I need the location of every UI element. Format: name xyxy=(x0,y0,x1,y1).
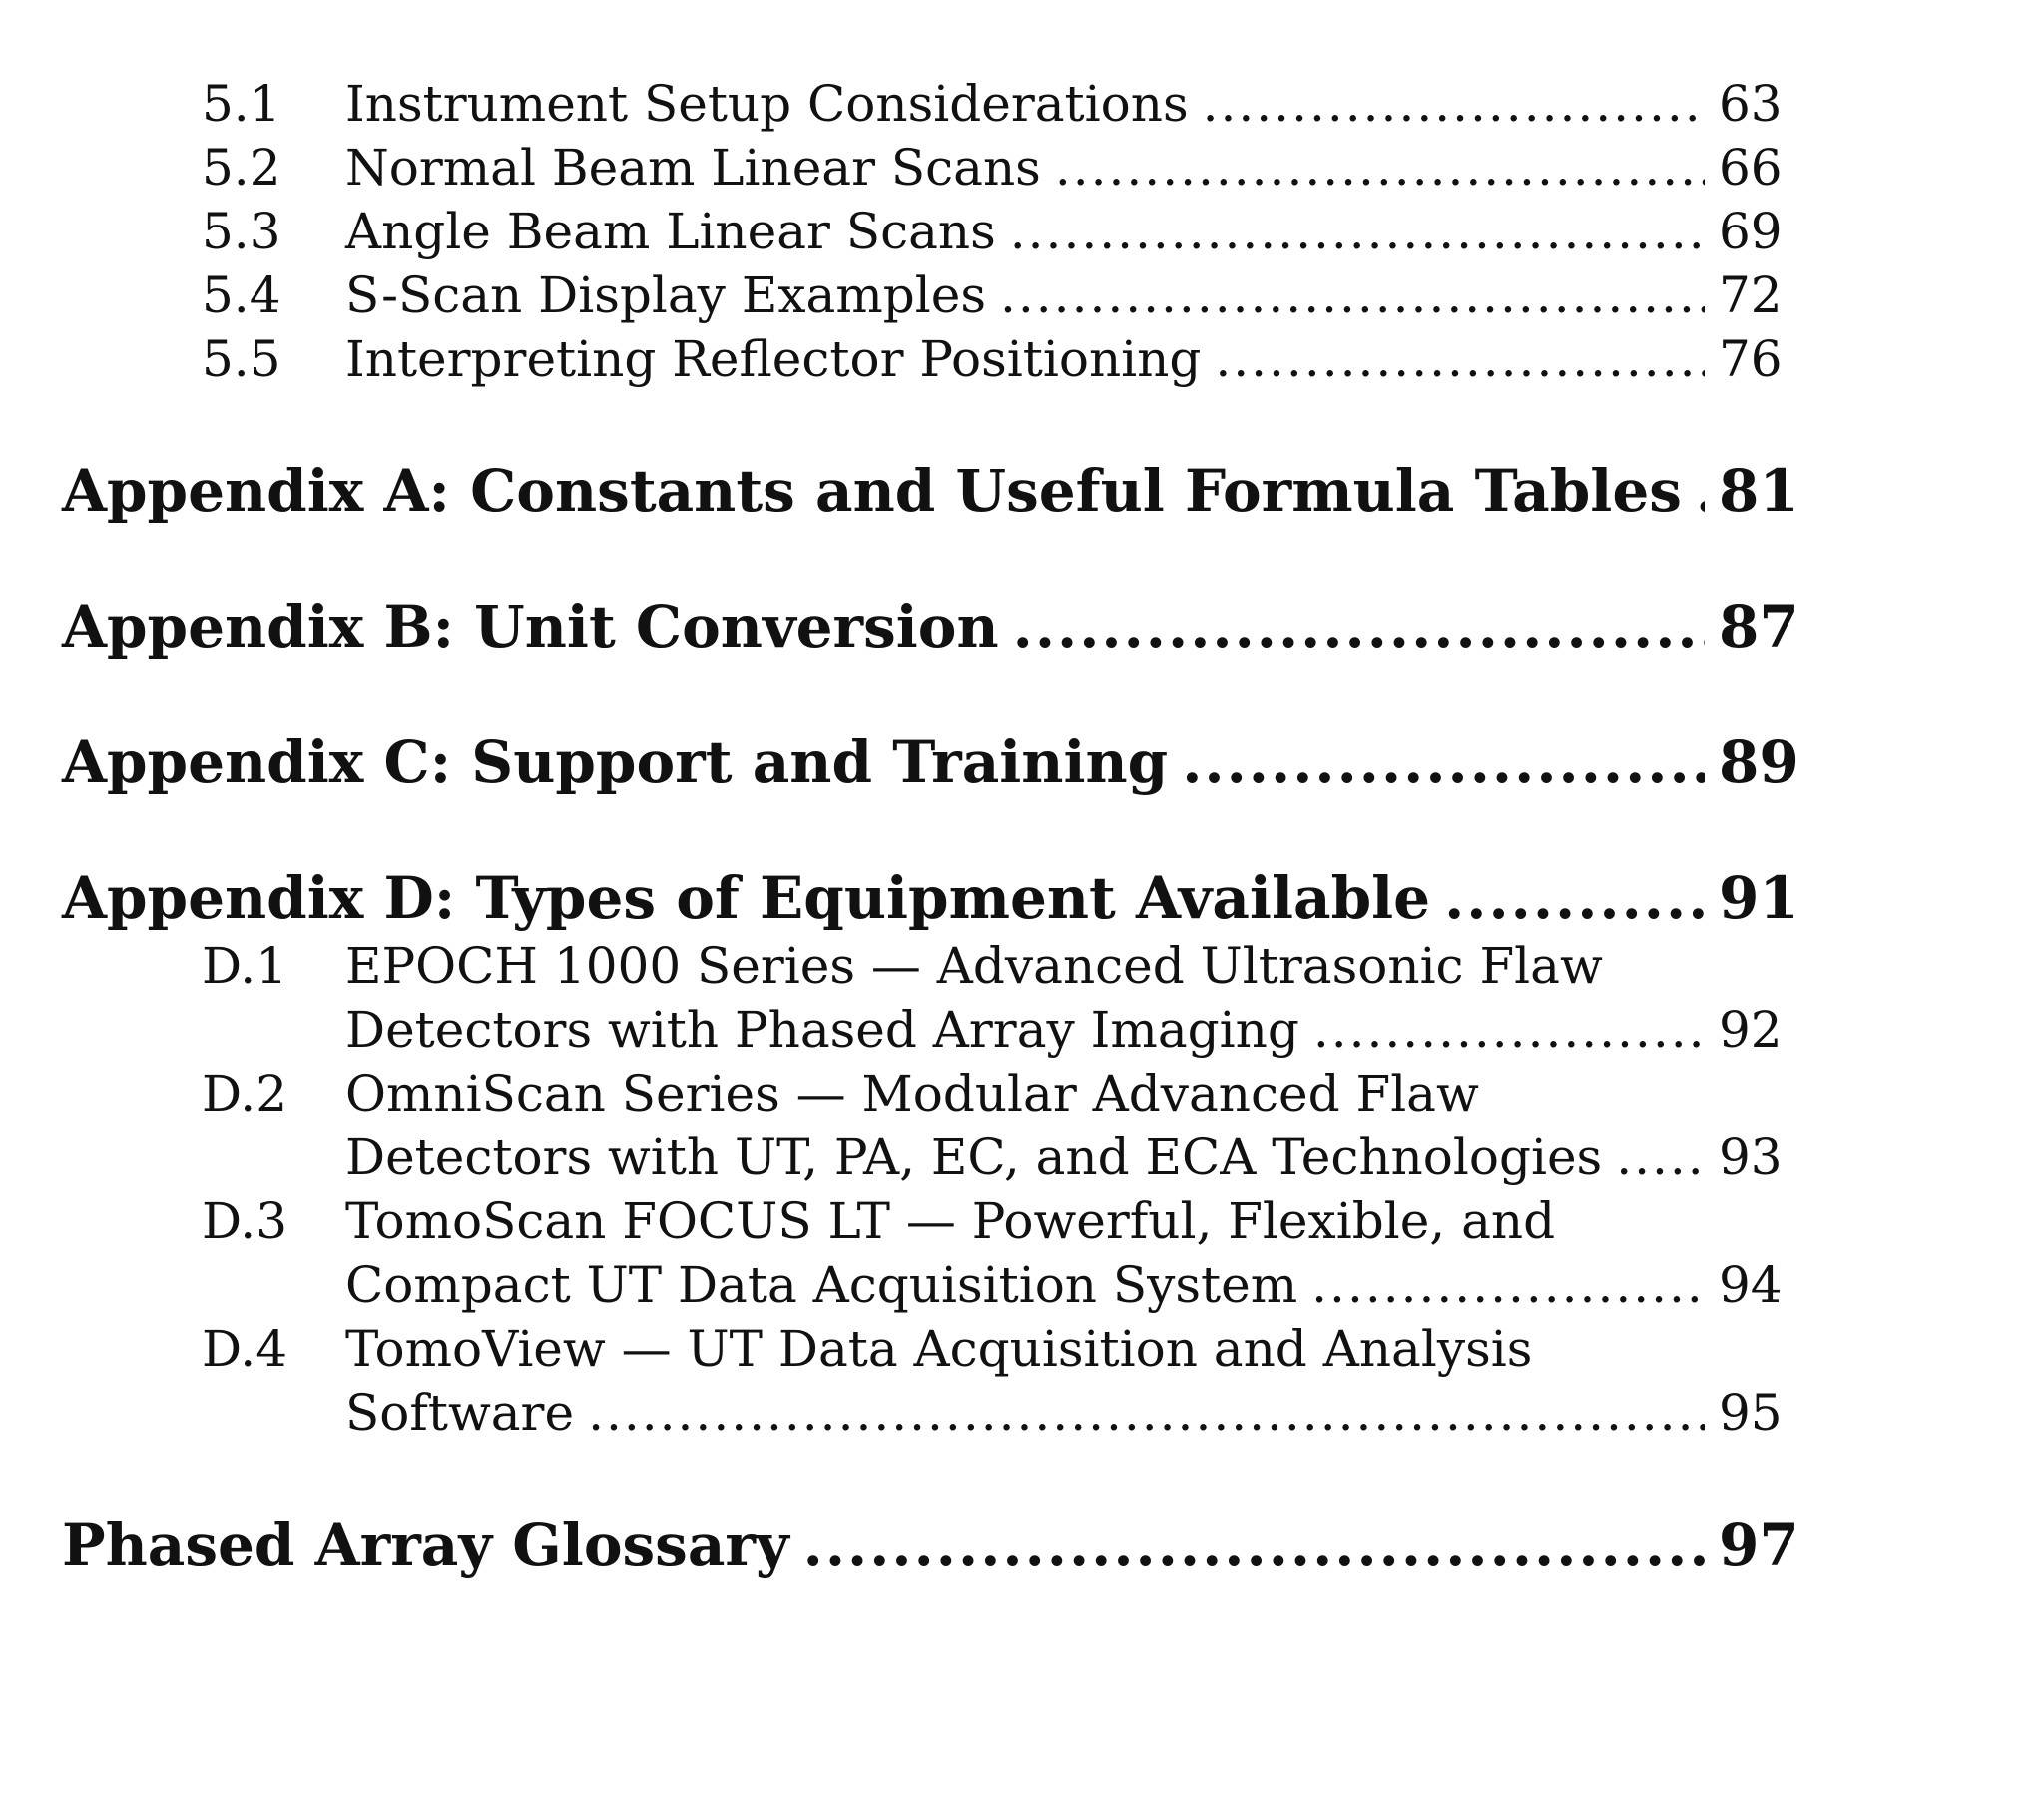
toc-entry-line xyxy=(62,1062,1781,1126)
toc-entry-appendix-d[interactable] xyxy=(62,862,1799,934)
dot-leader xyxy=(1311,1253,1705,1317)
toc-entry-5-5[interactable] xyxy=(62,327,1781,391)
dot-leader xyxy=(1444,862,1705,934)
toc-entry-line xyxy=(62,1381,1781,1445)
toc-entry-title-line1: OmniScan Series — Modular Advanced Flaw xyxy=(345,1065,1479,1123)
toc-entry-number: D.1 xyxy=(202,937,288,995)
toc-entry-glossary[interactable] xyxy=(62,1509,1799,1581)
toc-entry-title-line1: TomoView — UT Data Acquisition and Analysis xyxy=(345,1320,1533,1378)
table-of-contents xyxy=(62,72,1799,1581)
dot-leader xyxy=(1616,1126,1705,1189)
dot-leader xyxy=(1696,455,1705,527)
toc-entry-number: 5.2 xyxy=(202,139,281,197)
toc-page-number: 63 xyxy=(1719,75,1783,133)
toc-entry-line xyxy=(62,1317,1781,1381)
toc-entry-appendix-b[interactable] xyxy=(62,591,1799,663)
toc-page-number: 76 xyxy=(1719,330,1783,388)
toc-entry-title-line1: TomoScan FOCUS LT — Powerful, Flexible, and xyxy=(345,1192,1556,1250)
toc-entry-title-line2: Compact UT Data Acquisition System xyxy=(345,1256,1298,1314)
toc-entry-title-line2: Software xyxy=(345,1384,575,1442)
toc-page-number: 81 xyxy=(1719,457,1799,525)
toc-page-number: 95 xyxy=(1719,1384,1783,1442)
toc-entry-d-4[interactable] xyxy=(62,1317,1781,1445)
toc-entry-5-3[interactable] xyxy=(62,200,1781,263)
toc-entry-title-line2: Detectors with UT, PA, EC, and ECA Technologies xyxy=(345,1129,1603,1186)
toc-entry-d-1[interactable] xyxy=(62,934,1781,1062)
toc-entry-title-line1: EPOCH 1000 Series — Advanced Ultrasonic Flaw xyxy=(345,937,1603,995)
toc-page-number: 92 xyxy=(1719,1001,1783,1059)
toc-page-number: 91 xyxy=(1719,864,1799,932)
toc-page-number: 94 xyxy=(1719,1256,1783,1314)
toc-entry-title: Appendix D: Types of Equipment Available xyxy=(62,864,1431,932)
toc-entry-appendix-c[interactable] xyxy=(62,726,1799,798)
toc-entry-title: Appendix A: Constants and Useful Formula Tables xyxy=(62,457,1682,525)
toc-entry-line xyxy=(62,1189,1781,1253)
toc-entry-title: Normal Beam Linear Scans xyxy=(345,139,1041,197)
dot-leader xyxy=(1055,136,1705,200)
toc-entry-number: 5.4 xyxy=(202,266,281,324)
toc-entry-number: 5.5 xyxy=(202,330,281,388)
dot-leader xyxy=(1313,998,1705,1062)
dot-leader xyxy=(1010,200,1705,263)
toc-entry-line xyxy=(62,934,1781,998)
toc-entry-title: Angle Beam Linear Scans xyxy=(345,203,996,260)
toc-page-number: 97 xyxy=(1719,1511,1799,1579)
toc-entry-5-1[interactable] xyxy=(62,72,1781,136)
toc-entry-d-2[interactable] xyxy=(62,1062,1781,1189)
toc-entry-number: D.4 xyxy=(202,1320,288,1378)
toc-entry-d-3[interactable] xyxy=(62,1189,1781,1317)
toc-entry-title: Appendix B: Unit Conversion xyxy=(62,593,999,661)
toc-entry-appendix-a[interactable] xyxy=(62,455,1799,527)
dot-leader xyxy=(1203,72,1705,136)
toc-entry-line xyxy=(62,998,1781,1062)
toc-entry-5-2[interactable] xyxy=(62,136,1781,200)
toc-entry-5-4[interactable] xyxy=(62,263,1781,327)
dot-leader xyxy=(1182,726,1705,798)
toc-entry-title: Phased Array Glossary xyxy=(62,1511,789,1579)
toc-page-number: 66 xyxy=(1719,139,1783,197)
toc-entry-line xyxy=(62,1253,1781,1317)
dot-leader xyxy=(1000,263,1705,327)
toc-page-number: 69 xyxy=(1719,203,1783,260)
dot-leader xyxy=(1013,591,1705,663)
toc-entry-number: 5.1 xyxy=(202,75,281,133)
toc-entry-number: D.2 xyxy=(202,1065,288,1123)
toc-entry-title: Interpreting Reflector Positioning xyxy=(345,330,1202,388)
dot-leader xyxy=(803,1509,1705,1581)
dot-leader xyxy=(588,1381,1705,1445)
dot-leader xyxy=(1215,327,1705,391)
toc-entry-number: D.3 xyxy=(202,1192,288,1250)
toc-entry-title: S-Scan Display Examples xyxy=(345,266,986,324)
toc-page-number: 89 xyxy=(1719,728,1799,796)
toc-entry-title: Instrument Setup Considerations xyxy=(345,75,1189,133)
toc-page-number: 72 xyxy=(1719,266,1783,324)
toc-page-number: 87 xyxy=(1719,593,1799,661)
toc-entry-title-line2: Detectors with Phased Array Imaging xyxy=(345,1001,1299,1059)
toc-entry-number: 5.3 xyxy=(202,203,281,260)
toc-entry-title: Appendix C: Support and Training xyxy=(62,728,1169,796)
toc-entry-line xyxy=(62,1126,1781,1189)
toc-page-number: 93 xyxy=(1719,1129,1783,1186)
